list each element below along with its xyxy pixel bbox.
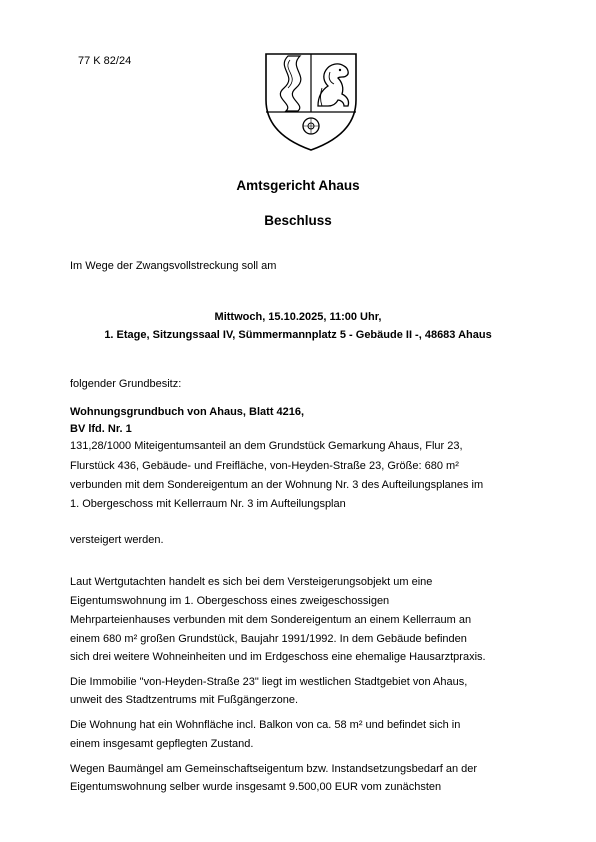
intro-text: Im Wege der Zwangsvollstreckung soll am: [70, 260, 277, 272]
description-line: verbunden mit dem Sondereigentum an der Wohnung Nr. 3 des Aufteilungsplanes im: [70, 479, 484, 491]
description-line: 1. Obergeschoss mit Kellerraum Nr. 3 im Aufteilungsplan: [70, 498, 346, 510]
appraisal-line: Mehrparteienhauses verbunden mit dem Sondereigentum an einem Kellerraum an: [70, 614, 472, 626]
property-intro: folgender Grundbesitz:: [70, 378, 182, 390]
court-name: Amtsgericht Ahaus: [236, 178, 360, 193]
file-number: 77 K 82/24: [78, 55, 132, 67]
appraisal-line: Eigentumswohnung im 1. Obergeschoss eines zweigeschossigen: [70, 595, 390, 607]
auction-date-time: Mittwoch, 15.10.2025, 11:00 Uhr,: [214, 311, 382, 323]
description-line: 131,28/1000 Miteigentumsanteil an dem Grundstück Gemarkung Ahaus, Flur 23,: [70, 440, 463, 452]
appraisal-line: Laut Wertgutachten handelt es sich bei dem Versteigerungsobjekt um eine: [70, 576, 433, 588]
description-line: Flurstück 436, Gebäude- und Freifläche, von-Heyden-Straße 23, Größe: 680 m²: [70, 460, 459, 472]
auction-location: 1. Etage, Sitzungssaal IV, Sümmermannplatz 5 - Gebäude II -, 48683 Ahaus: [104, 329, 492, 341]
defects-line: Eigentumswohnung selber wurde insgesamt 9.500,00 EUR vom zunächsten: [70, 781, 442, 793]
location-line: Die Immobilie "von-Heyden-Straße 23" liegt im westlichen Stadtgebiet von Ahaus,: [70, 676, 468, 688]
apartment-line: Die Wohnung hat ein Wohnfläche incl. Balkon von ca. 58 m² und befindet sich in: [70, 719, 461, 731]
bv-number: BV lfd. Nr. 1: [70, 423, 132, 435]
location-line: unweit des Stadtzentrums mit Fußgängerzone.: [70, 694, 299, 706]
auction-phrase: versteigert werden.: [70, 534, 164, 546]
appraisal-line: einem 680 m² großen Grundstück, Baujahr 1991/1992. In dem Gebäude befinden: [70, 633, 467, 645]
appraisal-line: sich drei weitere Wohneinheiten und im Erdgeschoss eine ehemalige Hausarztpraxis.: [70, 651, 486, 663]
apartment-line: einem insgesamt gepflegten Zustand.: [70, 738, 254, 750]
decision-title: Beschluss: [264, 213, 332, 228]
land-register: Wohnungsgrundbuch von Ahaus, Blatt 4216,: [70, 406, 305, 418]
defects-line: Wegen Baumängel am Gemeinschaftseigentum bzw. Instandsetzungsbedarf an der: [70, 763, 478, 775]
nrw-coat-of-arms-icon: [258, 48, 364, 154]
